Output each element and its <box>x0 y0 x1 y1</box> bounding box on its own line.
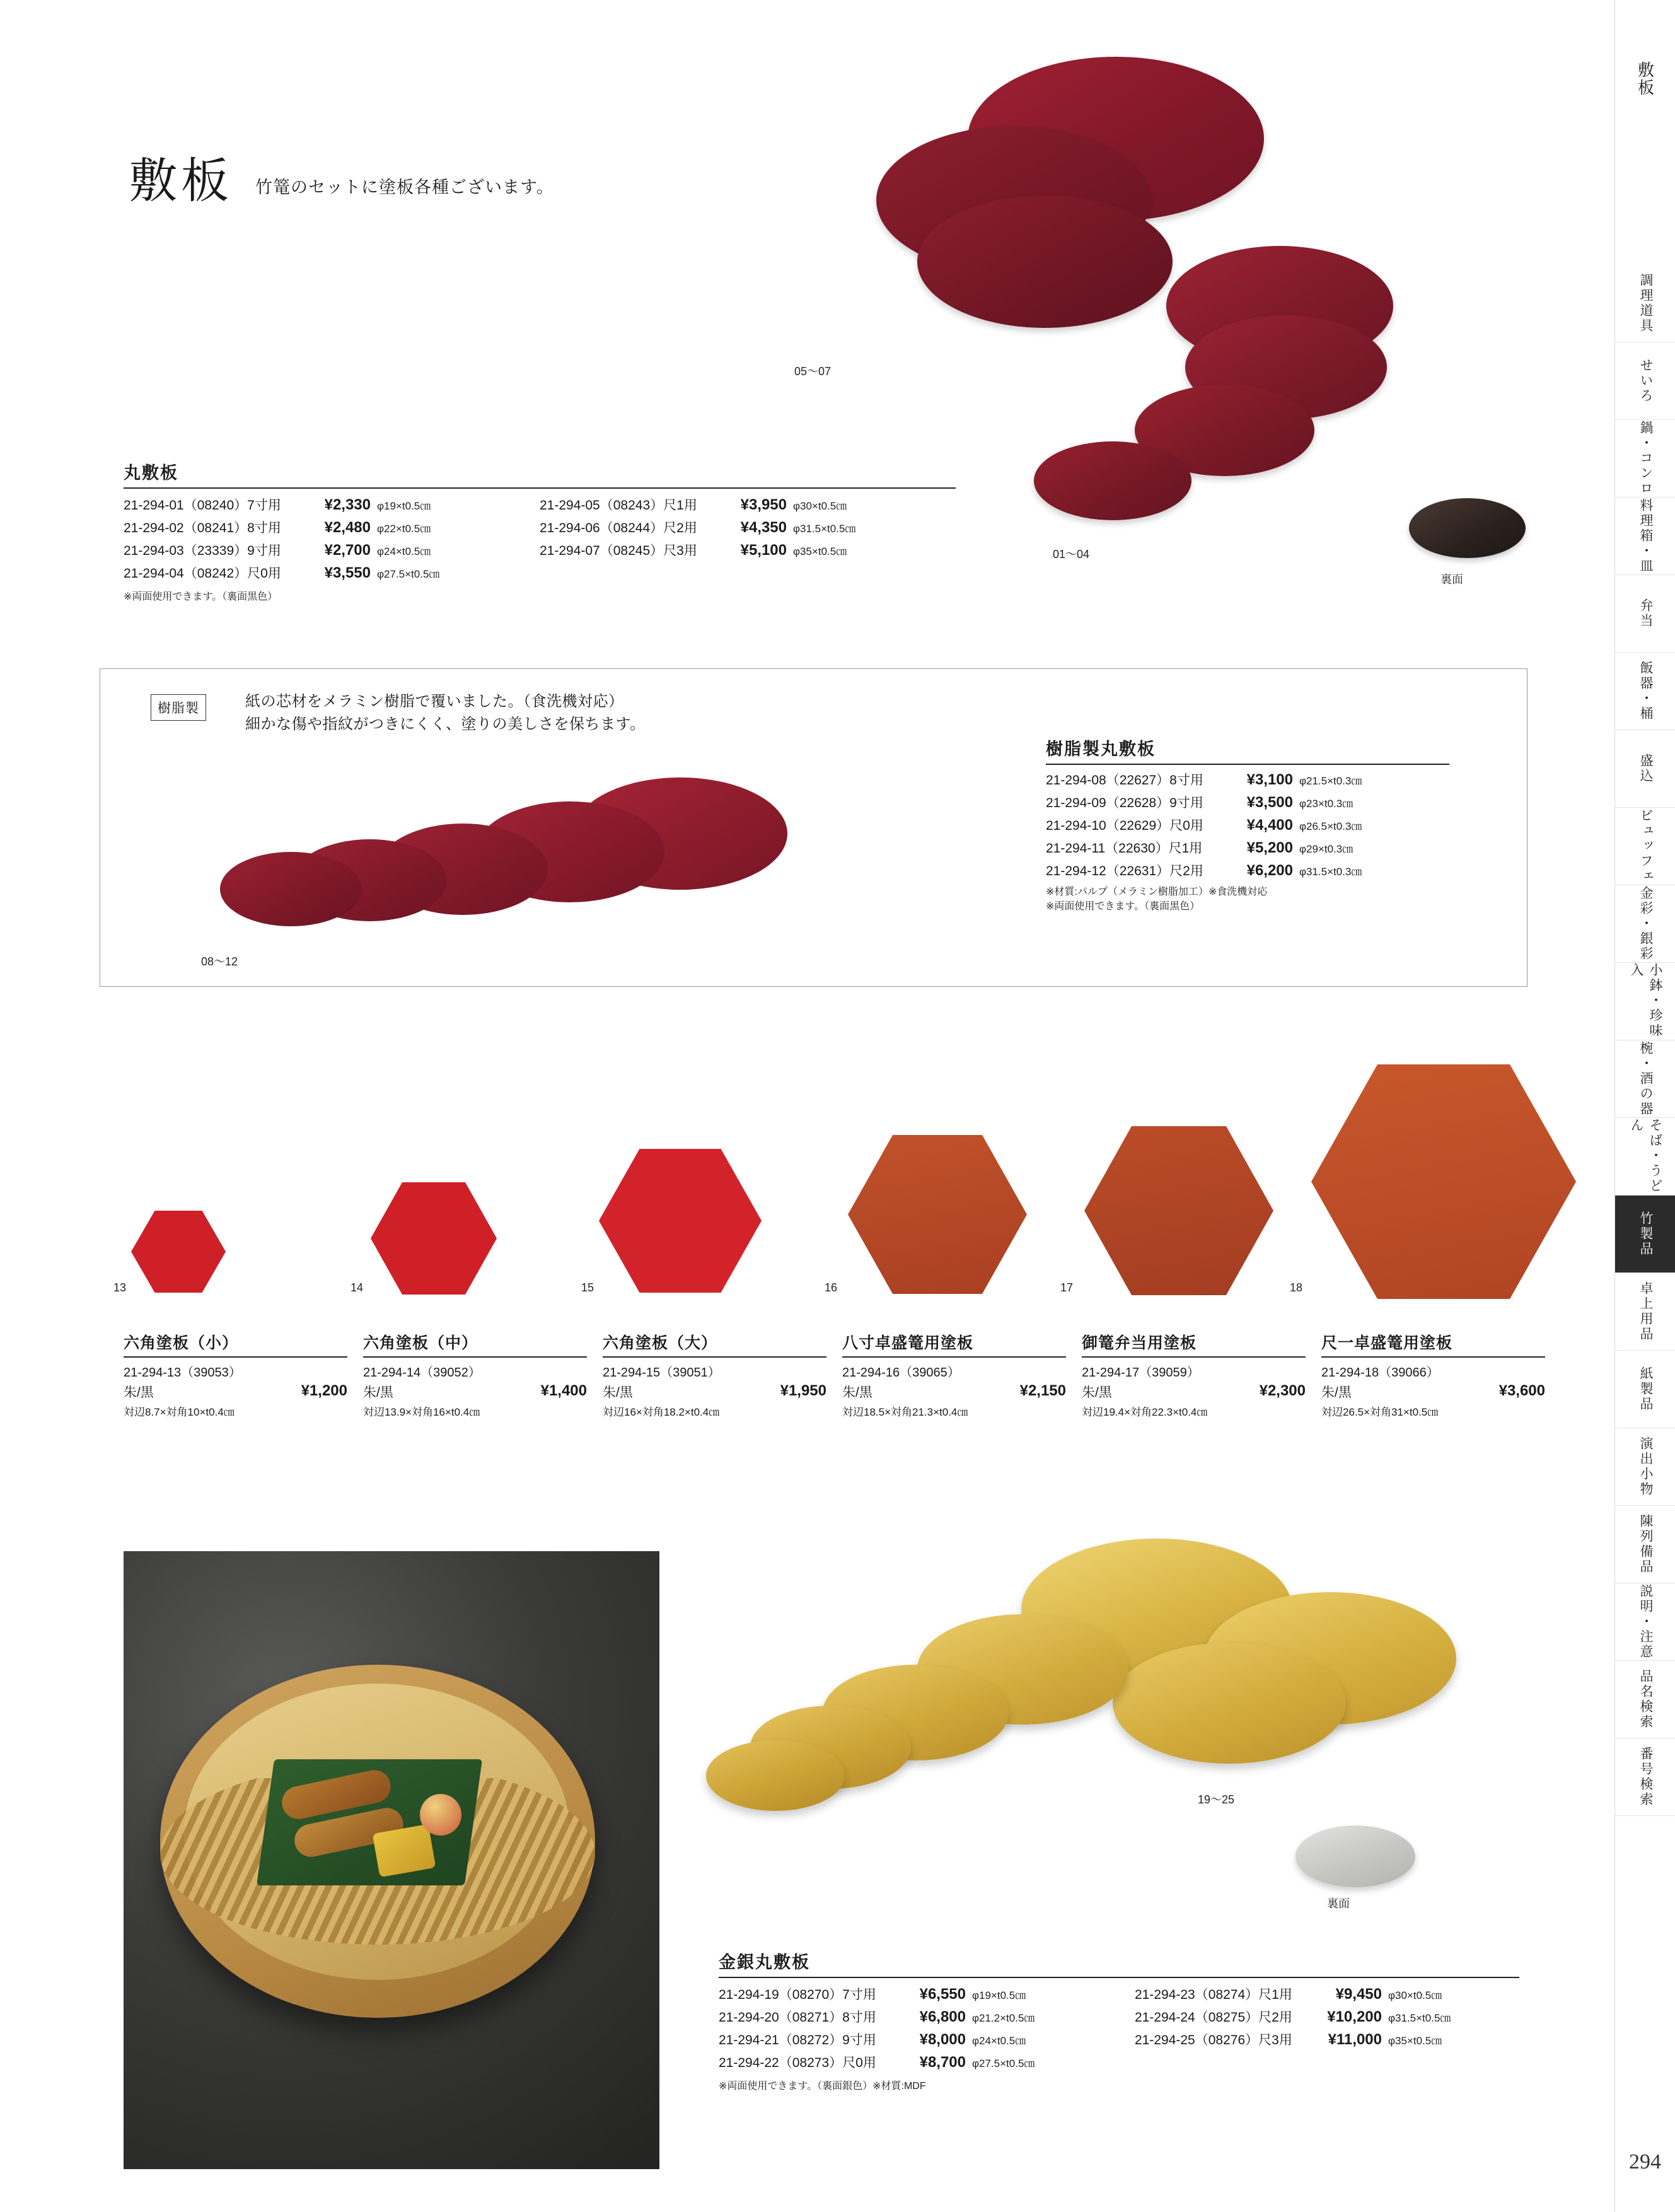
hex-number-17: 17 <box>1060 1281 1074 1294</box>
rail-item-1[interactable]: せいろ <box>1615 342 1675 420</box>
hex-item-14 <box>363 1330 587 1419</box>
hex-number-13: 13 <box>113 1281 127 1294</box>
hex-item-code: 21-294-13（39053） <box>124 1366 241 1380</box>
gold-board-section <box>719 1948 1519 2092</box>
gold-board-left-list <box>719 1984 1135 2092</box>
list-item: 21-294-09（22628）9寸用 ¥3,500 φ23×t0.3㎝ <box>1046 794 1353 811</box>
rail-item-19[interactable]: 番号検索 <box>1615 1738 1675 1816</box>
resin-photo <box>201 764 913 972</box>
hex-item-price: ¥1,200 <box>301 1382 347 1399</box>
side-index-rail <box>1614 0 1675 2212</box>
resin-photo-label: 08〜12 <box>201 955 238 968</box>
list-item: 21-294-08（22627）8寸用 ¥3,100 φ21.5×t0.3㎝ <box>1046 771 1362 788</box>
hex-number-18: 18 <box>1290 1281 1303 1294</box>
hex-item-name: 六角塗板（大） <box>603 1334 718 1352</box>
rail-item-16[interactable]: 陳列備品 <box>1615 1506 1675 1583</box>
gold-board-right-list <box>1135 1984 1519 2092</box>
rail-item-2[interactable]: 鍋・コンロ <box>1615 420 1675 498</box>
hex-item-color: 朱/黒 <box>842 1385 872 1400</box>
resin-title: 樹脂製丸敷板 <box>1046 740 1156 759</box>
hex-item-17 <box>1082 1330 1306 1419</box>
page-subtitle: 竹篭のセットに塗板各種ございます。 <box>255 178 554 197</box>
hex-shape-18 <box>1311 1064 1576 1299</box>
page-title <box>129 155 554 208</box>
list-item: 21-294-20（08271）8寸用 ¥6,800 φ21.2×t0.5㎝ <box>719 2008 1035 2025</box>
list-item: 21-294-02（08241）8寸用 ¥2,480 φ22×t0.5㎝ <box>124 519 431 536</box>
rail-item-6[interactable]: 盛込 <box>1615 730 1675 808</box>
hex-item-13 <box>124 1330 347 1419</box>
gold-photo-back-label: 裏面 <box>1327 1897 1350 1910</box>
rail-item-5[interactable]: 飯器・桶 <box>1615 653 1675 730</box>
hex-item-16 <box>842 1330 1066 1419</box>
list-item: 21-294-05（08243）尺1用 ¥3,950 φ30×t0.5㎝ <box>540 496 847 513</box>
hex-item-dim: 対辺26.5×対角31×t0.5㎝ <box>1321 1406 1439 1418</box>
page-title-text: 敷板 <box>129 155 233 208</box>
hex-shape-15 <box>599 1149 762 1293</box>
hex-number-14: 14 <box>351 1281 364 1294</box>
rail-item-18[interactable]: 品名検索 <box>1615 1661 1675 1738</box>
hex-item-price: ¥2,300 <box>1259 1382 1306 1399</box>
list-item: 21-294-22（08273）尺0用 ¥8,700 φ27.5×t0.5㎝ <box>719 2054 1035 2071</box>
hex-item-dim: 対辺16×対角18.2×t0.4㎝ <box>603 1406 720 1418</box>
rail-item-9[interactable]: 小鉢・珍味入 <box>1615 963 1675 1040</box>
hex-item-code: 21-294-16（39065） <box>842 1366 960 1380</box>
hex-board-graphics <box>95 1072 1513 1343</box>
resin-list <box>1046 735 1449 912</box>
hex-item-name: 八寸卓盛篭用塗板 <box>842 1334 974 1352</box>
hex-item-dim: 対辺19.4×対角22.3×t0.4㎝ <box>1082 1406 1208 1418</box>
rail-item-8[interactable]: 金彩・銀彩 <box>1615 885 1675 963</box>
rail-header-text: 敷板 <box>1635 61 1655 96</box>
round-board-title: 丸敷板 <box>124 463 178 482</box>
hex-number-16: 16 <box>825 1281 838 1294</box>
hex-item-name: 尺一卓盛篭用塗板 <box>1321 1334 1453 1352</box>
list-item: 21-294-07（08245）尺3用 ¥5,100 φ35×t0.5㎝ <box>540 542 847 559</box>
hex-item-18 <box>1321 1330 1545 1419</box>
food-fruit <box>420 1794 461 1836</box>
list-item: 21-294-24（08275）尺2用 ¥10,200 φ31.5×t0.5㎝ <box>1135 2008 1451 2025</box>
photo-label-back: 裏面 <box>1440 573 1463 586</box>
hex-item-name: 六角塗板（小） <box>124 1334 239 1352</box>
hex-item-price: ¥1,400 <box>540 1382 587 1399</box>
resin-note-2: ※両面使用できます。（裏面黒色） <box>1046 901 1200 912</box>
list-item: 21-294-12（22631）尺2用 ¥6,200 φ31.5×t0.3㎝ <box>1046 862 1362 879</box>
list-item: 21-294-25（08276）尺3用 ¥11,000 φ35×t0.5㎝ <box>1135 2031 1442 2048</box>
gold-board-photo <box>706 1539 1526 1936</box>
list-item: 21-294-11（22630）尺1用 ¥5,200 φ29×t0.3㎝ <box>1046 839 1353 856</box>
board-back-side <box>1409 498 1526 558</box>
gold-board-title: 金銀丸敷板 <box>719 1953 810 1972</box>
resin-tag: 樹脂製 <box>151 694 206 721</box>
gold-board-back-side <box>1295 1825 1415 1887</box>
rail-item-7[interactable]: ビュッフェ <box>1615 808 1675 885</box>
hex-item-code: 21-294-17（39059） <box>1082 1366 1200 1380</box>
rail-item-10[interactable]: 椀・酒の器 <box>1615 1040 1675 1118</box>
hex-shape-17 <box>1084 1126 1273 1295</box>
list-item: 21-294-06（08244）尺2用 ¥4,350 φ31.5×t0.5㎝ <box>540 519 856 536</box>
rail-item-3[interactable]: 料理箱・皿 <box>1615 498 1675 575</box>
list-item: 21-294-23（08274）尺1用 ¥9,450 φ30×t0.5㎝ <box>1135 1986 1442 2003</box>
rail-item-13[interactable]: 卓上用品 <box>1615 1273 1675 1351</box>
hex-shape-14 <box>371 1182 497 1295</box>
resin-note-1: ※材質:パルプ（メラミン樹脂加工）※食洗機対応 <box>1046 887 1268 897</box>
gold-ellipse-23 <box>1113 1643 1346 1764</box>
hex-item-code: 21-294-14（39052） <box>363 1366 481 1380</box>
hex-item-15 <box>603 1330 826 1419</box>
hex-number-15: 15 <box>581 1281 594 1294</box>
rail-item-4[interactable]: 弁当 <box>1615 575 1675 653</box>
list-item: 21-294-19（08270）7寸用 ¥6,550 φ19×t0.5㎝ <box>719 1986 1026 2003</box>
hex-item-price: ¥3,600 <box>1498 1382 1545 1399</box>
hex-item-code: 21-294-18（39066） <box>1321 1366 1439 1380</box>
round-board-note: ※両面使用できます。（裏面黒色） <box>124 591 278 602</box>
hex-item-color: 朱/黒 <box>1321 1385 1352 1400</box>
list-item: 21-294-10（22629）尺0用 ¥4,400 φ26.5×t0.3㎝ <box>1046 817 1362 834</box>
rail-header <box>1615 44 1675 114</box>
resin-ellipse-08 <box>220 852 362 926</box>
hex-item-dim: 対辺8.7×対角10×t0.4㎝ <box>124 1406 235 1418</box>
rail-item-15[interactable]: 演出小物 <box>1615 1428 1675 1506</box>
rail-item-17[interactable]: 説明・注意 <box>1615 1583 1675 1661</box>
hex-item-name: 六角塗板（中） <box>363 1334 478 1352</box>
rail-item-11[interactable]: そば・うどん <box>1615 1118 1675 1196</box>
round-board-section <box>124 459 956 603</box>
gold-ellipse-19 <box>706 1740 845 1811</box>
photo-label-05-07: 05〜07 <box>794 365 832 378</box>
gold-photo-label: 19〜25 <box>1198 1793 1235 1806</box>
hex-item-dim: 対辺18.5×対角21.3×t0.4㎝ <box>842 1406 968 1418</box>
resin-line2: 細かな傷や指紋がつきにくく、塗りの美しさを保ちます。 <box>245 716 646 733</box>
bamboo-basket-photo <box>124 1551 659 2169</box>
hex-shape-13 <box>131 1211 226 1293</box>
round-board-left-list <box>124 495 540 603</box>
hex-item-color: 朱/黒 <box>1082 1385 1112 1400</box>
hex-item-price: ¥1,950 <box>780 1382 826 1399</box>
hex-item-color: 朱/黒 <box>603 1385 633 1400</box>
page-number: 294 <box>1629 2150 1661 2174</box>
list-item: 21-294-21（08272）9寸用 ¥8,000 φ24×t0.5㎝ <box>719 2031 1026 2048</box>
list-item: 21-294-03（23339）9寸用 ¥2,700 φ24×t0.5㎝ <box>124 542 431 559</box>
board-ellipse-05 <box>917 195 1173 328</box>
hex-item-name: 御篭弁当用塗板 <box>1082 1334 1197 1352</box>
rail-item-12[interactable]: 竹製品 <box>1615 1196 1675 1273</box>
resin-section <box>100 668 1527 987</box>
hex-item-dim: 対辺13.9×対角16×t0.4㎝ <box>363 1406 480 1418</box>
rail-item-14[interactable]: 紙製品 <box>1615 1351 1675 1428</box>
hex-item-price: ¥2,150 <box>1019 1382 1066 1399</box>
resin-line1: 紙の芯材をメラミン樹脂で覆いました。（食洗機対応） <box>245 693 624 710</box>
list-item: 21-294-04（08242）尺0用 ¥3,550 φ27.5×t0.5㎝ <box>124 564 440 581</box>
hex-item-color: 朱/黒 <box>124 1385 154 1400</box>
list-item: 21-294-01（08240）7寸用 ¥2,330 φ19×t0.5㎝ <box>124 496 431 513</box>
board-ellipse-01 <box>1034 441 1191 520</box>
gold-board-note: ※両面使用できます。（裏面銀色）※材質:MDF <box>719 2081 926 2092</box>
rail-item-0[interactable]: 調理道具 <box>1615 265 1675 342</box>
hex-item-code: 21-294-15（39051） <box>603 1366 721 1380</box>
hex-item-color: 朱/黒 <box>363 1385 393 1400</box>
photo-label-01-04: 01〜04 <box>1053 548 1090 561</box>
round-board-right-list <box>540 495 956 603</box>
hex-shape-16 <box>848 1135 1027 1294</box>
